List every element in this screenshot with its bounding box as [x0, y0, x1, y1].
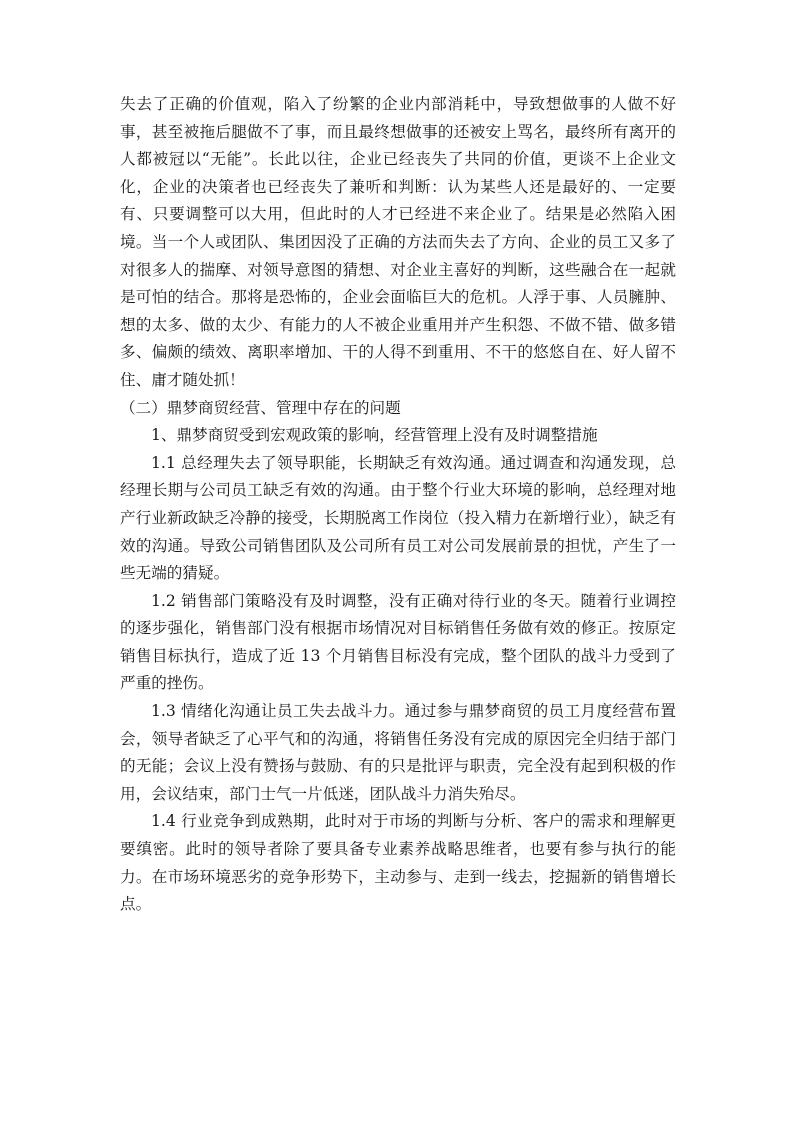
body-paragraph-1-3: 1.3 情绪化沟通让员工失去战斗力。通过参与鼎梦商贸的员工月度经营布置会，领导者缺乏了心平气和的沟通，将销售任务没有完成的原因完全归结于部门的无能；会议上没有赞扬与鼓励、有的只是批评与职责，完全没有起到积极的作用，会议结束，部门士气一片低迷，团队战斗力消失殆尽。	[120, 702, 676, 803]
body-paragraph-1-1: 1.1 总经理失去了领导职能，长期缺乏有效沟通。通过调查和沟通发现，总经理长期与公司员工缺乏有效的沟通。由于整个行业大环境的影响，总经理对地产行业新政缺乏冷静的接受，长期脱离工作岗位（投入精力在新增行业），缺乏有效的沟通。导致公司销售团队及公司所有员工对公司发展前景的担忧，产生了一些无端的猜疑。	[120, 453, 676, 583]
document-page	[120, 91, 676, 919]
subsection-heading: 1、鼎梦商贸受到宏观政策的影响，经营管理上没有及时调整措施	[151, 426, 598, 445]
section-heading: （二）鼎梦商贸经营、管理中存在的问题	[120, 398, 401, 417]
body-paragraph-1: 失去了正确的价值观，陷入了纷繁的企业内部消耗中，导致想做事的人做不好事，甚至被拖后腿做不了事，而且最终想做事的还被安上骂名，最终所有离开的人都被冠以“无能”。长此以往，企业已经丧失了共同的价值，更谈不上企业文化，企业的决策者也已经丧失了兼听和判断：认为某些人还是最好的、一定要有、只要调整可以大用，但此时的人才已经进不来企业了。结果是必然陷入困境。当一个人或团队、集团因没了正确的方法而失去了方向、企业的员工又多了对很多人的揣摩、对领导意图的猜想、对企业主喜好的判断，这些融合在一起就是可怕的结合。那将是恐怖的，企业会面临巨大的危机。人浮于事、人员臃肿、想的太多、做的太少、有能力的人不被企业重用并产生积怨、不做不错、做多错多、偏颇的绩效、离职率增加、干的人得不到重用、不干的悠悠自在、好人留不住、庸才随处抓！	[120, 95, 676, 389]
body-paragraph-1-2: 1.2 销售部门策略没有及时调整，没有正确对待行业的冬天。随着行业调控的逐步强化，销售部门没有根据市场情况对目标销售任务做有效的修正。按原定销售目标执行，造成了近 13 个月销售目标没有完成，整个团队的战斗力受到了严重的挫伤。	[120, 591, 676, 693]
body-paragraph-1-4: 1.4 行业竞争到成熟期，此时对于市场的判断与分析、客户的需求和理解更要缜密。此时的领导者除了要具备专业素养战略思维者，也要有参与执行的能力。在市场环境恶劣的竞争形势下，主动参与、走到一线去，挖掘新的销售增长点。	[120, 812, 676, 914]
